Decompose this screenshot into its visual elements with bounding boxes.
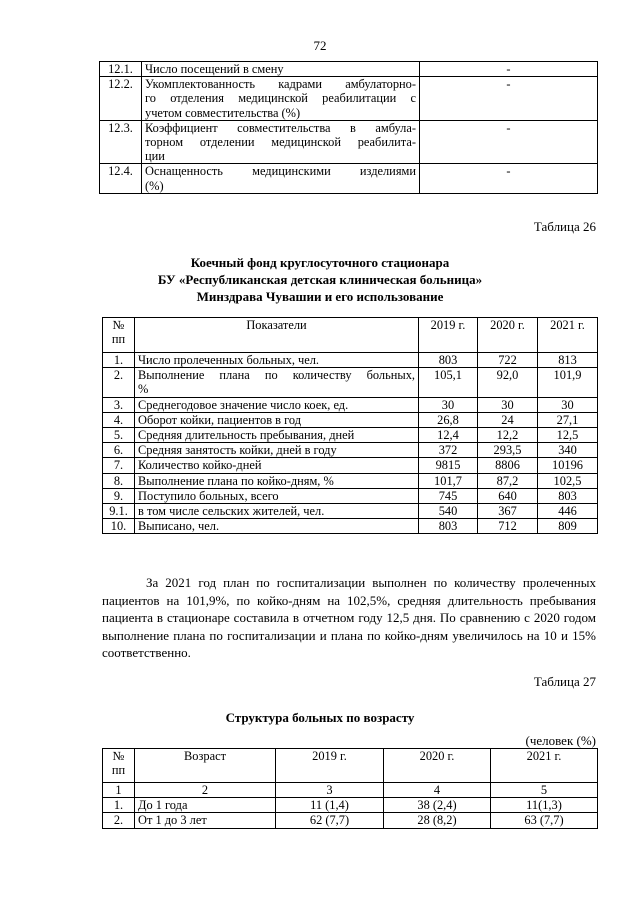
row-label: Средняя занятость койки, дней в году: [135, 443, 419, 458]
row-label: Среднегодовое значение число коек, ед.: [135, 397, 419, 412]
table-header-row: [103, 318, 598, 353]
table-row: [103, 412, 598, 427]
label-line: Коэффициент совместительства в амбула-: [145, 120, 416, 135]
value-2020: 92,0: [478, 368, 538, 397]
row-number: 10.: [103, 519, 135, 534]
row-number: 12.3.: [100, 120, 142, 164]
column-number: 4: [384, 783, 491, 798]
header-age: Возраст: [135, 749, 276, 783]
value-2021: 813: [538, 353, 598, 368]
row-label: [135, 368, 419, 397]
table-row: [100, 77, 598, 121]
row-number: 12.1.: [100, 62, 142, 77]
table-row: [103, 397, 598, 412]
row-number: 12.4.: [100, 164, 142, 193]
row-label: [142, 164, 420, 193]
paragraph-text: За 2021 год план по госпитализации выполнен по количеству пролеченных пациентов на 101,9%, по койко-дням на 102,5%, средняя длительность пребывания пациента в стационаре составила в отчетном году 12,5 дня. По сравнению с 2020 годом выполнение плана по госпитализации и плана по койко-дням увеличилось на 10 и 15% соответственно.: [102, 575, 596, 661]
row-number: 9.1.: [103, 504, 135, 519]
value-2021: 803: [538, 488, 598, 503]
row-number: 9.: [103, 488, 135, 503]
value-2020: 87,2: [478, 473, 538, 488]
value-2019: 105,1: [419, 368, 478, 397]
value-2020: 38 (2,4): [384, 798, 491, 813]
row-value: -: [420, 164, 598, 193]
value-2019: 11 (1,4): [276, 798, 384, 813]
value-2021: 27,1: [538, 412, 598, 427]
value-2020: 712: [478, 519, 538, 534]
table-27-unit: (человек (%): [525, 733, 596, 748]
table-row: [100, 62, 598, 77]
value-2021: 101,9: [538, 368, 598, 397]
table-row: [103, 368, 598, 397]
table-row: [103, 488, 598, 503]
row-label: Поступило больных, всего: [135, 488, 419, 503]
row-label: Выписано, чел.: [135, 519, 419, 534]
table-row: [103, 473, 598, 488]
row-label: [142, 120, 420, 164]
row-number: 8.: [103, 473, 135, 488]
row-label: Выполнение плана по койко-дням, %: [135, 473, 419, 488]
header-num: № пп: [103, 318, 135, 353]
value-2019: 745: [419, 488, 478, 503]
value-2019: 26,8: [419, 412, 478, 427]
value-2020: 8806: [478, 458, 538, 473]
column-number: 2: [135, 783, 276, 798]
row-label: [142, 77, 420, 121]
value-2020: 722: [478, 353, 538, 368]
table-26-title-line: БУ «Республиканская детская клиническая больница»: [157, 272, 483, 287]
row-number: 2.: [103, 813, 135, 828]
table-row: [103, 353, 598, 368]
row-value: -: [420, 120, 598, 164]
label-line: торном отделении медицинской реабилита-: [145, 135, 416, 150]
row-value: -: [420, 62, 598, 77]
table-row: [103, 428, 598, 443]
value-2020: 30: [478, 397, 538, 412]
label-line: ции: [145, 149, 165, 164]
value-2020: 24: [478, 412, 538, 427]
table-row: [103, 443, 598, 458]
value-2019: 101,7: [419, 473, 478, 488]
value-2020: 28 (8,2): [384, 813, 491, 828]
row-age: От 1 до 3 лет: [135, 813, 276, 828]
table-row: [103, 458, 598, 473]
row-label: Число пролеченных больных, чел.: [135, 353, 419, 368]
value-2019: 803: [419, 519, 478, 534]
row-label: Количество койко-дней: [135, 458, 419, 473]
row-number: 1.: [103, 353, 135, 368]
value-2020: 293,5: [478, 443, 538, 458]
header-2020: 2020 г.: [384, 749, 491, 783]
row-number: 6.: [103, 443, 135, 458]
label-line: (%): [145, 178, 164, 193]
row-number: 3.: [103, 397, 135, 412]
age-structure-table: [102, 748, 598, 829]
value-2019: 540: [419, 504, 478, 519]
table-row: [103, 519, 598, 534]
column-number: 3: [276, 783, 384, 798]
value-2021: 446: [538, 504, 598, 519]
row-label: Число посещений в смену: [142, 62, 420, 77]
body-paragraph: [102, 574, 596, 662]
page-number: 72: [313, 38, 327, 53]
value-2021: 10196: [538, 458, 598, 473]
header-2021: 2021 г.: [538, 318, 598, 353]
table-27-title: Структура больных по возрасту: [225, 710, 415, 725]
value-2019: 30: [419, 397, 478, 412]
value-2019: 12,4: [419, 428, 478, 443]
label-line: %: [138, 382, 149, 397]
column-number: 5: [491, 783, 598, 798]
row-label: в том числе сельских жителей, чел.: [135, 504, 419, 519]
value-2021: 102,5: [538, 473, 598, 488]
bed-fund-table: [102, 317, 598, 534]
row-value: -: [420, 77, 598, 121]
row-number: 1.: [103, 798, 135, 813]
row-number: 7.: [103, 458, 135, 473]
row-number: 2.: [103, 368, 135, 397]
row-label: Средняя длительность пребывания, дней: [135, 428, 419, 443]
label-line: учетом совместительства (%): [145, 105, 301, 120]
row-number: 5.: [103, 428, 135, 443]
value-2019: 372: [419, 443, 478, 458]
value-2021: 340: [538, 443, 598, 458]
table-row: [103, 798, 598, 813]
row-age: До 1 года: [135, 798, 276, 813]
column-number: 1: [103, 783, 135, 798]
table-row: [103, 813, 598, 828]
table-27-label: Таблица 27: [533, 674, 596, 689]
value-2020: 640: [478, 488, 538, 503]
value-2021: 11(1,3): [491, 798, 598, 813]
table-26-title-line: Коечный фонд круглосуточного стационара: [190, 255, 450, 270]
value-2021: 63 (7,7): [491, 813, 598, 828]
row-number: 4.: [103, 412, 135, 427]
table-row: [100, 120, 598, 164]
table-26-label: Таблица 26: [533, 219, 596, 234]
value-2019: 62 (7,7): [276, 813, 384, 828]
table-row: [100, 164, 598, 193]
value-2019: 803: [419, 353, 478, 368]
header-2020: 2020 г.: [478, 318, 538, 353]
table-header-row: [103, 749, 598, 783]
value-2020: 367: [478, 504, 538, 519]
label-line: Оснащенность медицинскими изделиями: [145, 164, 416, 179]
header-2019: 2019 г.: [276, 749, 384, 783]
value-2021: 809: [538, 519, 598, 534]
value-2019: 9815: [419, 458, 478, 473]
header-2019: 2019 г.: [419, 318, 478, 353]
label-line: го отделения медицинской реабилитации с: [145, 91, 416, 106]
column-number-row: [103, 783, 598, 798]
value-2021: 30: [538, 397, 598, 412]
table-26-title-line: Минздрава Чувашии и его использование: [196, 289, 444, 304]
header-num: № пп: [103, 749, 135, 783]
table-row: [103, 504, 598, 519]
header-2021: 2021 г.: [491, 749, 598, 783]
value-2020: 12,2: [478, 428, 538, 443]
header-indicator: Показатели: [135, 318, 419, 353]
top-indicator-table: [99, 61, 598, 194]
label-line: Выполнение плана по количеству больных,: [138, 368, 415, 383]
label-line: Укомплектованность кадрами амбулаторно-: [145, 77, 416, 92]
value-2021: 12,5: [538, 428, 598, 443]
row-number: 12.2.: [100, 77, 142, 121]
row-label: Оборот койки, пациентов в год: [135, 412, 419, 427]
